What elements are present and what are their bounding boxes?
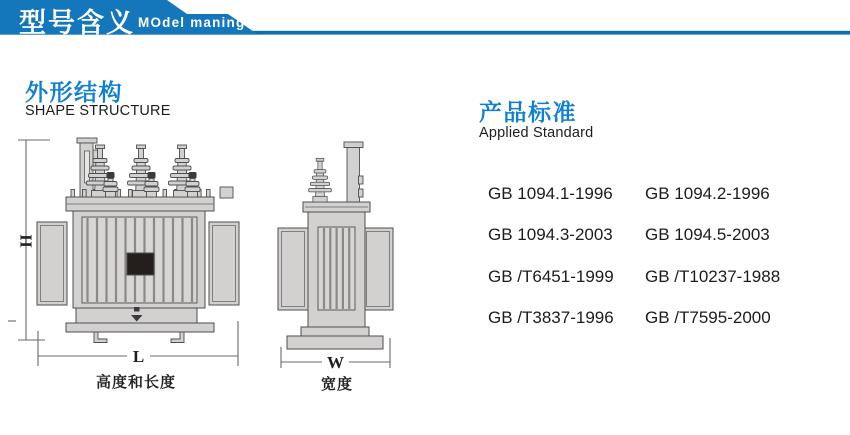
transformer-drawings bbox=[0, 130, 460, 400]
standard-item: GB /T10237-1988 bbox=[645, 266, 781, 286]
front-left-foot bbox=[94, 332, 107, 343]
side-left-radiator bbox=[278, 228, 308, 310]
standards-section-subtitle: Applied Standard bbox=[479, 125, 594, 141]
standard-item: GB 1094.1-1996 bbox=[488, 183, 613, 203]
height-dim-label: H bbox=[16, 234, 36, 248]
header-title-cn: 型号含义 bbox=[19, 8, 135, 38]
hv-bushing-icon bbox=[309, 158, 332, 202]
standards-section-title: 产品标准 bbox=[479, 99, 577, 125]
front-base-plate bbox=[66, 323, 214, 332]
side-tank bbox=[308, 212, 365, 327]
front-view-caption: 高度和长度 bbox=[96, 374, 177, 391]
front-tank bbox=[73, 210, 205, 308]
standard-item: GB /T7595-2000 bbox=[645, 308, 771, 328]
shape-section-title: 外形结构 bbox=[25, 79, 123, 105]
front-right-radiator bbox=[209, 222, 239, 305]
standard-item: GB 1094.5-2003 bbox=[645, 225, 770, 245]
side-riser-tube bbox=[344, 142, 363, 202]
side-view-caption: 宽度 bbox=[321, 376, 354, 393]
standard-item: GB /T6451-1999 bbox=[488, 266, 614, 286]
front-right-foot bbox=[171, 332, 184, 343]
side-cover bbox=[303, 202, 370, 212]
shape-section-subtitle: SHAPE STRUCTURE bbox=[25, 103, 171, 119]
width-dim-label: W bbox=[327, 353, 344, 372]
standard-item: GB 1094.2-1996 bbox=[645, 183, 770, 203]
length-dim-label: L bbox=[132, 347, 145, 366]
front-left-radiator bbox=[37, 222, 67, 305]
front-nameplate bbox=[127, 253, 154, 275]
standard-item: GB 1094.3-2003 bbox=[488, 225, 613, 245]
front-cover-fitting bbox=[220, 187, 233, 198]
header-title-en: MOdel maning bbox=[138, 15, 246, 30]
side-base-plate bbox=[287, 336, 383, 349]
side-pedestal bbox=[301, 327, 369, 336]
side-right-radiator bbox=[363, 228, 393, 310]
side-view-drawing bbox=[278, 142, 393, 372]
standard-item: GB /T3837-1996 bbox=[488, 308, 614, 328]
front-view-drawing bbox=[8, 138, 239, 366]
standards-list bbox=[488, 173, 780, 339]
